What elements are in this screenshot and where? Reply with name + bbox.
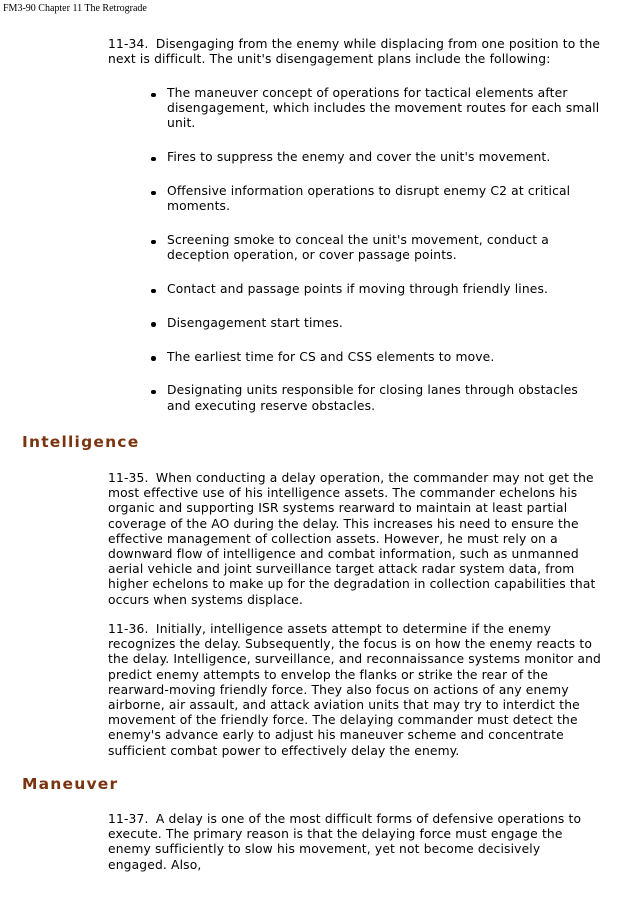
list-item-text: The maneuver concept of operations for tactical elements after disengagement, which includes the movement routes for each small unit. [167, 86, 600, 131]
list-item [148, 350, 603, 365]
paragraph-number: 11-34. [108, 37, 149, 51]
list-item-text: Contact and passage points if moving through friendly lines. [167, 282, 549, 296]
list-item [148, 86, 603, 132]
bullet-dot-icon [151, 191, 156, 196]
paragraph-11-37 [108, 812, 603, 873]
bullet-dot-icon [151, 240, 156, 245]
paragraph-text: A delay is one of the most difficult forms of defensive operations to execute. The primary reason is that the delaying force must engage the enemy sufficiently to slow his movement, yet not become decisively engaged. Also, [108, 812, 582, 872]
disengagement-plan-list [148, 86, 603, 432]
list-item [148, 383, 603, 413]
paragraph-11-36 [108, 622, 603, 759]
list-item-text: Offensive information operations to disrupt enemy C2 at critical moments. [167, 184, 571, 214]
list-item-text: The earliest time for CS and CSS elements to move. [167, 349, 495, 364]
bullet-dot-icon [151, 390, 156, 395]
paragraph-11-35 [108, 471, 603, 608]
list-item-text: Fires to suppress the enemy and cover the unit's movement. [167, 150, 551, 165]
paragraph-text: When conducting a delay operation, the commander may not get the most effective use of his intelligence assets. The commander echelons his organic and supporting ISR systems rearward to maintain at least partial coverage of the AO during the delay. This increases his need to ensure the effective management of collection assets. However, he must rely on a downward flow of intelligence and combat information, such as unmanned aerial vehicle and joint surveillance target attack radar system data, from higher echelons to make up for the degradation in collection capabilities that occurs when systems displace. [108, 471, 596, 607]
list-item [148, 233, 603, 263]
heading-maneuver: Maneuver [22, 775, 119, 793]
list-item [148, 282, 603, 297]
paragraph-number: 11-37. [108, 812, 149, 826]
bullet-dot-icon [151, 157, 156, 162]
bullet-dot-icon [151, 356, 156, 361]
paragraph-number: 11-36. [108, 622, 149, 636]
list-item-text: Disengagement start times. [167, 315, 343, 330]
list-item [148, 184, 603, 214]
paragraph-11-34 [108, 37, 603, 67]
running-header: FM3-90 Chapter 11 The Retrograde [3, 3, 147, 14]
list-item [148, 150, 603, 165]
paragraph-number: 11-35. [108, 471, 149, 485]
paragraph-text: Initially, intelligence assets attempt to determine if the enemy recognizes the delay. Subsequently, the focus is on how the enemy reacts to the delay. Intelligence, surveillance, and reconnaissance systems monitor and predict enemy attempts to envelop the flanks or strike the rear of the rearward-moving friendly force. They also focus on actions of any enemy airborne, air assault, and attack aviation units that may try to interdict the movement of the friendly force. The delaying commander must detect the enemy's advance early to adjust his maneuver scheme and concentrate sufficient combat power to effectively delay the enemy. [108, 622, 602, 758]
list-item-text: Designating units responsible for closing lanes through obstacles and executing reserve obstacles. [167, 383, 578, 413]
heading-intelligence: Intelligence [22, 433, 140, 451]
bullet-dot-icon [151, 289, 156, 294]
paragraph-text: Disengaging from the enemy while displacing from one position to the next is difficult. The unit's disengagement plans include the following: [108, 37, 601, 67]
bullet-dot-icon [151, 322, 156, 327]
list-item-text: Screening smoke to conceal the unit's movement, conduct a deception operation, or cover passage points. [167, 233, 549, 263]
list-item [148, 316, 603, 331]
bullet-dot-icon [151, 93, 156, 98]
